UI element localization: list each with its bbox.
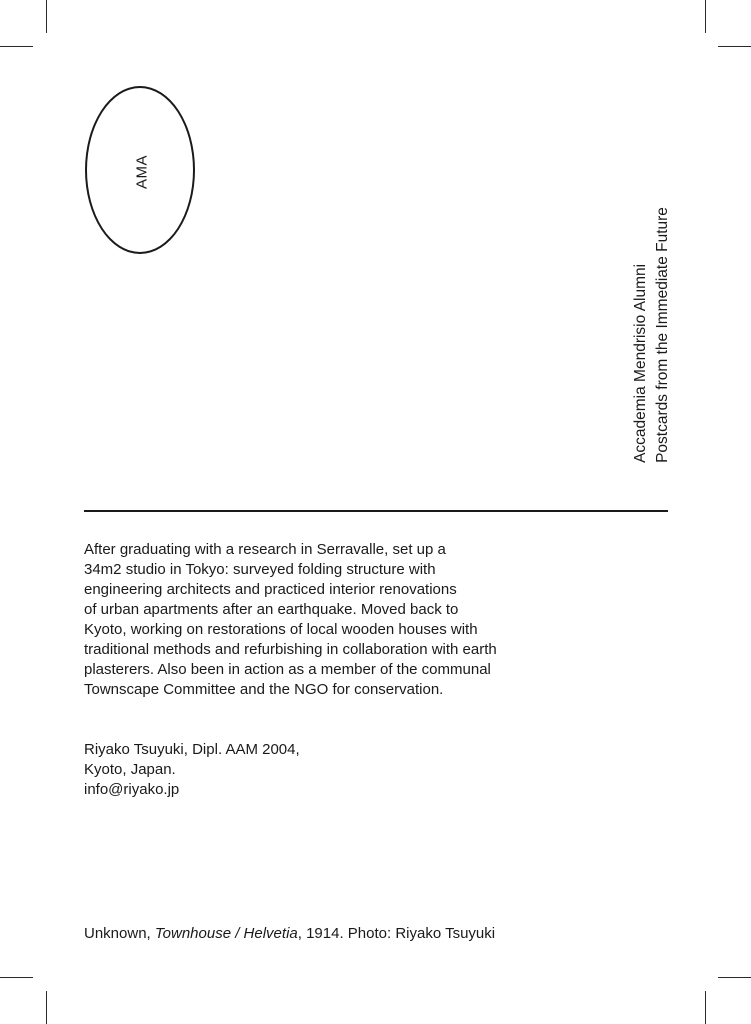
photo-caption	[84, 924, 495, 944]
crop-mark-top-left-horizontal	[0, 46, 33, 47]
signature-name: Riyako Tsuyuki, Dipl. AAM 2004,	[84, 741, 300, 758]
crop-mark-bottom-right-horizontal	[718, 977, 751, 978]
bio-line: 34m2 studio in Tokyo: surveyed folding structure with	[84, 561, 436, 578]
caption-rest: , 1914. Photo: Riyako Tsuyuki	[297, 925, 496, 942]
bio-line: After graduating with a research in Serravalle, set up a	[84, 541, 446, 558]
signature-block	[84, 740, 300, 800]
caption-author: Unknown,	[84, 925, 155, 942]
crop-mark-top-left-vertical	[46, 0, 47, 33]
side-title	[630, 207, 674, 463]
side-title-line-2: Postcards from the Immediate Future	[654, 207, 671, 463]
bio-paragraph	[84, 540, 584, 700]
divider-rule	[84, 510, 668, 512]
bio-line: traditional methods and refurbishing in collaboration with earth	[84, 641, 497, 658]
bio-line: of urban apartments after an earthquake. Moved back to	[84, 601, 459, 618]
ama-stamp-oval	[85, 86, 195, 254]
bio-line: engineering architects and practiced interior renovations	[84, 581, 457, 598]
crop-mark-bottom-left-vertical	[46, 991, 47, 1024]
bio-line: Kyoto, working on restorations of local wooden houses with	[84, 621, 478, 638]
signature-location: Kyoto, Japan.	[84, 761, 176, 778]
crop-mark-top-right-vertical	[705, 0, 706, 33]
bio-line: Townscape Committee and the NGO for conservation.	[84, 681, 444, 698]
side-title-line-1: Accademia Mendrisio Alumni	[632, 263, 649, 463]
bio-line: plasterers. Also been in action as a member of the communal	[84, 661, 491, 678]
stamp-label: AMA	[133, 154, 151, 190]
crop-mark-bottom-right-vertical	[705, 991, 706, 1024]
crop-mark-top-right-horizontal	[718, 46, 751, 47]
caption-title: Townhouse / Helvetia	[154, 925, 298, 942]
signature-email: info@riyako.jp	[84, 781, 180, 798]
crop-mark-bottom-left-horizontal	[0, 977, 33, 978]
